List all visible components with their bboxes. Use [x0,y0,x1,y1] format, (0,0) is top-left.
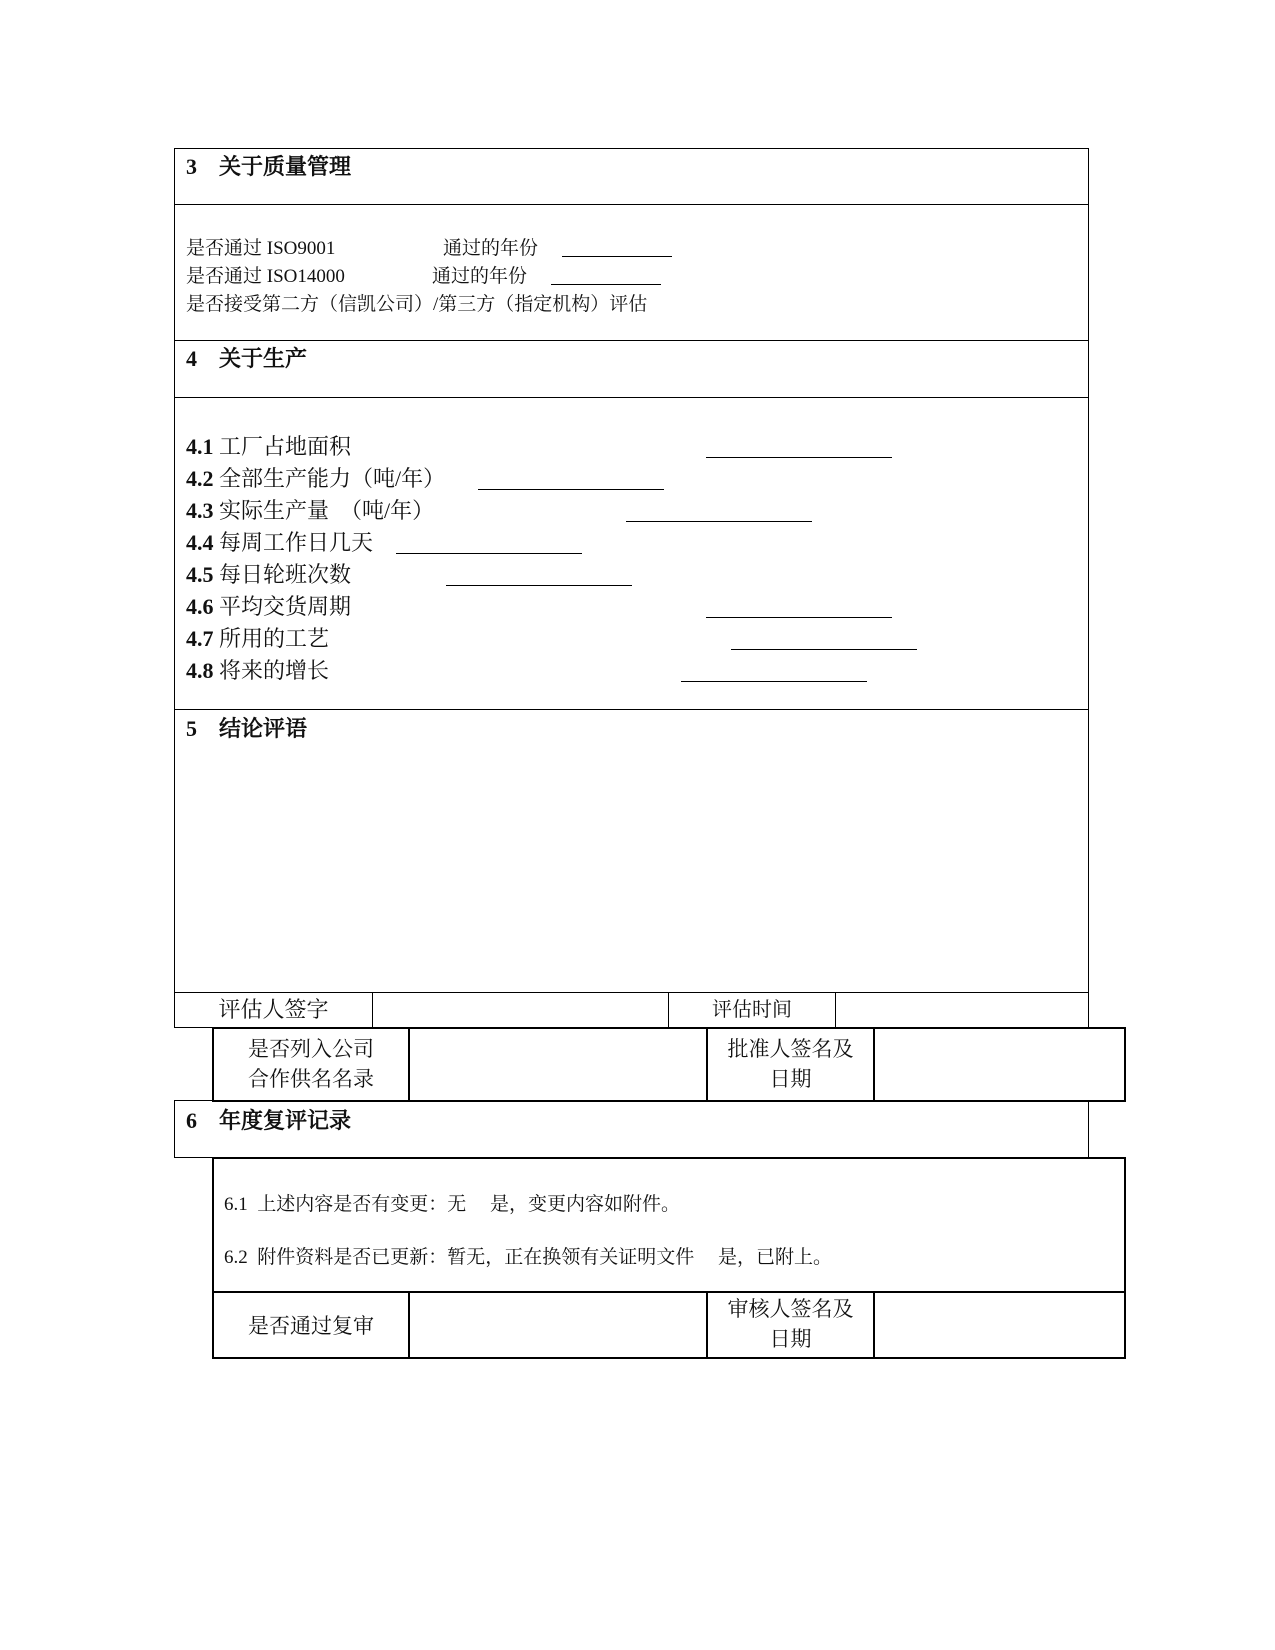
approver-signature-field[interactable] [873,1027,1126,1102]
item-4-6-field[interactable] [706,617,892,618]
item-4-8 [186,654,329,685]
item-number: 4.8 [186,658,214,683]
section5-title: 5 结论评语 [186,716,308,741]
item-4-4-field[interactable] [396,553,582,554]
item-label: 实际生产量 （吨/年） [219,498,435,523]
iso9001-label: 是否通过 ISO9001 [186,238,336,259]
item-4-1-field[interactable] [706,457,892,458]
item-4-3-field[interactable] [626,521,812,522]
item-4-6 [186,590,351,621]
item-4-7 [186,622,329,653]
section5-comments-box[interactable] [174,709,1089,993]
reviewer-signature-field[interactable] [873,1291,1126,1359]
iso14000-year-field[interactable] [551,284,661,285]
item-label: 工厂占地面积 [219,434,352,459]
section4-header-box [174,340,1089,398]
approver-label-line-1: 批准人签名及 [727,1037,854,1061]
item-label: 每周工作日几天 [219,530,374,555]
item-number: 4.6 [186,594,214,619]
assess-time-field[interactable] [835,992,1089,1028]
item-number: 4.2 [186,466,214,491]
assessment-label: 是否接受第二方（信凯公司）/第三方（指定机构）评估 [186,294,648,315]
item-4-7-field[interactable] [731,649,917,650]
item-number: 4.3 [186,498,214,523]
item-label: 全部生产能力（吨/年） [219,466,446,491]
item-number: 4.7 [186,626,214,651]
iso9001-year-label: 通过的年份 [443,238,539,259]
section6-title: 6 年度复评记录 [186,1108,352,1133]
list-label-line-2: 合作供名名录 [248,1067,374,1091]
review-question-1: 6.1 上述内容是否有变更：无 是，变更内容如附件。 [224,1194,681,1215]
reviewer-label-line-1: 审核人签名及 [727,1297,854,1321]
item-number: 4.5 [186,562,214,587]
item-4-1 [186,430,351,461]
assessor-label: 评估人签字 [218,997,329,1022]
approver-label [706,1034,875,1094]
list-label [212,1034,410,1094]
item-label: 所用的工艺 [219,626,330,651]
item-number: 4.1 [186,434,214,459]
section6-body-box [212,1157,1126,1293]
item-4-2-field[interactable] [478,489,664,490]
item-label: 将来的增长 [219,658,330,683]
item-4-8-field[interactable] [681,681,867,682]
reviewer-label-line-2: 日期 [769,1327,812,1351]
item-number: 4.4 [186,530,214,555]
item-4-5-field[interactable] [446,585,632,586]
section3-title: 3 关于质量管理 [186,154,352,179]
item-4-4 [186,526,373,557]
list-label-line-1: 是否列入公司 [248,1037,374,1061]
review-question-2: 6.2 附件资料是否已更新：暂无，正在换领有关证明文件 是，已附上。 [224,1247,833,1268]
iso14000-year-label: 通过的年份 [432,266,528,287]
item-4-3 [186,494,434,525]
iso9001-year-field[interactable] [562,256,672,257]
section4-title: 4 关于生产 [186,346,308,371]
approver-label-line-2: 日期 [769,1067,812,1091]
list-field[interactable] [408,1027,708,1102]
pass-label: 是否通过复审 [248,1314,374,1338]
item-4-2 [186,462,445,493]
pass-field[interactable] [408,1291,708,1359]
reviewer-label [706,1294,875,1354]
item-4-5 [186,558,351,589]
iso14000-label: 是否通过 ISO14000 [186,266,345,287]
assess-time-label: 评估时间 [712,999,792,1021]
item-label: 每日轮班次数 [219,562,352,587]
item-label: 平均交货周期 [219,594,352,619]
assessor-signature-field[interactable] [372,992,669,1028]
